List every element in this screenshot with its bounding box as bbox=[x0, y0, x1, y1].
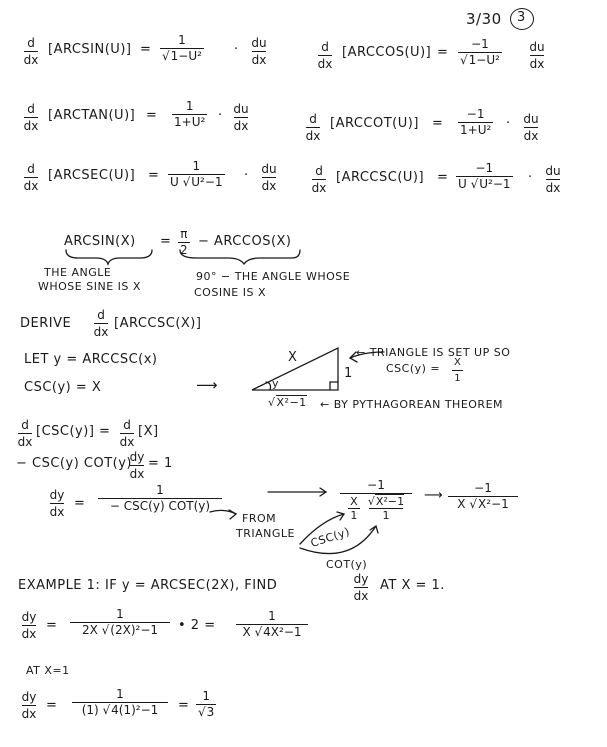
step3-fraction: 1 − CSC(y) COT(y) bbox=[98, 484, 222, 513]
derive-label: DERIVE bbox=[20, 316, 72, 331]
identity-note-left: WHOSE SINE IS X bbox=[38, 280, 141, 293]
identity-equals: = bbox=[160, 234, 172, 249]
d-dx-operator: d dx bbox=[23, 162, 39, 193]
equals-sign: = bbox=[74, 496, 86, 511]
example-line1-result: 1 X √4X²−1 bbox=[236, 610, 308, 639]
arcsin-function: [ARCSIN(U)] bbox=[48, 42, 132, 57]
date: 3/30 bbox=[466, 10, 502, 28]
arccot-fraction: −1 1+U² bbox=[460, 107, 492, 137]
equals-sign: = bbox=[437, 45, 449, 60]
example-line1-fraction: 1 2X √(2X)²−1 bbox=[70, 608, 170, 637]
identity-note-right: COSINE IS X bbox=[194, 286, 266, 299]
pythagorean-note: ← BY PYTHAGOREAN THEOREM bbox=[320, 398, 504, 411]
arcsec-function: [ARCSEC(U)] bbox=[48, 168, 136, 183]
dot: · bbox=[244, 168, 249, 183]
times-two: • 2 = bbox=[178, 618, 216, 633]
d-dx-operator: d dx bbox=[311, 164, 327, 195]
step1-lhs: [CSC(y)] = bbox=[36, 424, 111, 439]
arctan-function: [ARCTAN(U)] bbox=[48, 108, 136, 123]
triangle-note: CSC(y) = bbox=[386, 362, 441, 375]
du-dx: du dx bbox=[545, 164, 561, 195]
dy-dx: dy dx bbox=[21, 610, 37, 641]
arrow: ⟶ bbox=[424, 488, 444, 503]
arccot-function: [ARCCOT(U)] bbox=[330, 116, 419, 131]
derive-function: [ARCCSC(X)] bbox=[114, 316, 202, 331]
equals-sign: = bbox=[46, 618, 58, 633]
arcsin-fraction: 1 √1−U² bbox=[162, 33, 202, 63]
triangle-adjacent: √X²−1 bbox=[268, 396, 307, 409]
dot: · bbox=[528, 170, 533, 185]
curved-arrow-cot bbox=[300, 526, 376, 554]
cot-label: COT(y) bbox=[326, 558, 368, 571]
example-heading: EXAMPLE 1: IF y = ARCSEC(2X), FIND bbox=[18, 578, 278, 593]
d-dx-operator: d dx bbox=[317, 40, 333, 71]
at-x-equals-1: AT X = 1. bbox=[380, 578, 445, 593]
equals-sign: = bbox=[140, 42, 152, 57]
d-dx-operator: d dx bbox=[305, 112, 321, 143]
d-dx-operator: d dx bbox=[23, 36, 39, 67]
arccos-function: [ARCCOS(U)] bbox=[342, 45, 432, 60]
triangle-hypotenuse: X bbox=[288, 350, 298, 365]
step2-lhs: − CSC(y) COT(y) bbox=[16, 456, 132, 471]
brace-right bbox=[180, 250, 300, 264]
dy-dx: dy dx bbox=[49, 488, 65, 519]
example-line2-result: 1 √3 bbox=[198, 689, 215, 719]
d-dx-operator: d dx bbox=[23, 102, 39, 133]
equals-sign: = bbox=[178, 698, 190, 713]
step1-rhs: [X] bbox=[138, 424, 159, 439]
curved-arrow-csc bbox=[300, 514, 344, 544]
arrow: ⟶ bbox=[196, 376, 219, 394]
brace-left bbox=[66, 250, 152, 264]
triangle-note: ← TRIANGLE IS SET UP SO bbox=[356, 346, 511, 359]
dy-dx: dy dx bbox=[353, 572, 369, 603]
from-triangle-label: TRIANGLE bbox=[236, 527, 295, 540]
dot: · bbox=[234, 42, 239, 57]
triangle-opposite: 1 bbox=[344, 366, 353, 381]
identity-rhs: − ARCCOS(X) bbox=[198, 234, 292, 249]
identity-lhs: ARCSIN(X) bbox=[64, 234, 136, 249]
dy-dx: dy dx bbox=[129, 450, 145, 481]
du-dx: du dx bbox=[529, 40, 545, 71]
du-dx: du dx bbox=[233, 102, 249, 133]
dot: · bbox=[506, 116, 511, 131]
substitution-fraction: −1 X 1 √X²−1 1 bbox=[340, 478, 412, 522]
identity-note-right: 90° − THE ANGLE WHOSE bbox=[196, 270, 351, 283]
identity-note-left: THE ANGLE bbox=[44, 266, 112, 279]
equals-sign: = bbox=[46, 698, 58, 713]
arccos-fraction: −1 √1−U² bbox=[460, 37, 500, 67]
right-angle-mark bbox=[330, 382, 338, 390]
d-dx-operator: d dx bbox=[17, 418, 33, 449]
d-dx-operator: d dx bbox=[93, 308, 109, 339]
equals-sign: = bbox=[148, 168, 160, 183]
example-line2-fraction: 1 (1) √4(1)²−1 bbox=[72, 688, 168, 717]
triangle-angle: y bbox=[272, 377, 280, 390]
du-dx: du dx bbox=[523, 112, 539, 143]
d-dx-operator: d dx bbox=[119, 418, 135, 449]
du-dx: du dx bbox=[261, 162, 277, 193]
page-number: 3 bbox=[517, 10, 526, 25]
pi-over-two: π 2 bbox=[180, 227, 188, 257]
arctan-fraction: 1 1+U² bbox=[174, 99, 206, 129]
equals-sign: = bbox=[432, 116, 444, 131]
final-fraction: −1 X √X²−1 bbox=[448, 482, 518, 511]
triangle bbox=[252, 348, 338, 390]
at-x1-label: AT X=1 bbox=[26, 664, 70, 677]
dot: · bbox=[218, 108, 223, 123]
equals-sign: = bbox=[146, 108, 158, 123]
du-dx: du dx bbox=[251, 36, 267, 67]
equals-sign: = bbox=[437, 170, 449, 185]
from-triangle-label: FROM bbox=[242, 512, 277, 525]
step2-rhs: = 1 bbox=[148, 456, 173, 471]
arcsec-fraction: 1 U √U²−1 bbox=[170, 159, 223, 189]
let-statement: LET y = ARCCSC(x) bbox=[24, 352, 158, 367]
csc-equation: CSC(y) = X bbox=[24, 380, 102, 395]
arccsc-function: [ARCCSC(U)] bbox=[336, 170, 425, 185]
csc-label: CSC(y) bbox=[308, 525, 352, 550]
dy-dx: dy dx bbox=[21, 690, 37, 721]
arccsc-fraction: −1 U √U²−1 bbox=[458, 161, 511, 191]
triangle-note-fraction: X 1 bbox=[454, 357, 461, 384]
